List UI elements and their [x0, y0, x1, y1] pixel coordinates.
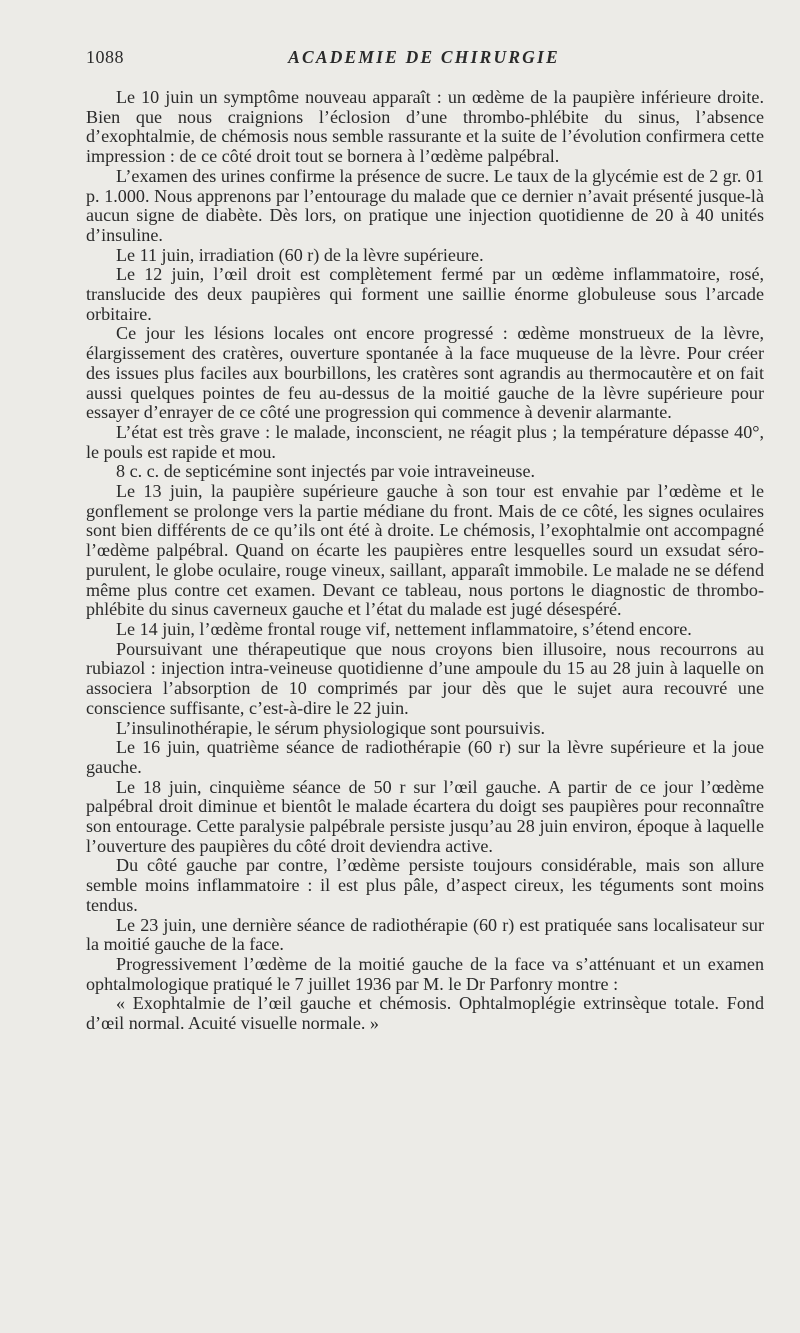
paragraph: Le 11 juin, irradiation (60 r) de la lèvre supérieure. [116, 244, 484, 265]
paragraph: Le 12 juin, l’œil droit est complètement fermé par un œdème inflammatoire, rosé, translucide des deux paupières qui forment une saillie énorme globuleuse sous l’arcade orbitaire. [86, 264, 764, 324]
paragraph: Le 10 juin un symptôme nouveau apparaît : un œdème de la paupière inférieure droite. Bien que nous craignions l’éclosion d’une thrombo-phlébite du sinus, l’absence d’exophtalmie, de chémosis nous semble rassurante et la suite de l’évolution confirmera cette impression : de ce côté droit tout se bornera à l’œdème palpébral. [86, 87, 764, 167]
page-number: 1088 [86, 47, 124, 67]
page-header [86, 47, 762, 71]
paragraph: « Exophtalmie de l’œil gauche et chémosis. Ophtalmoplégie extrinsèque totale. Fond d’œil normal. Acuité visuelle normale. » [86, 993, 764, 1034]
paragraph: Le 18 juin, cinquième séance de 50 r sur l’œil gauche. A partir de ce jour l’œdème palpébral droit diminue et bientôt le malade écartera du doigt ses paupières pour reconnaître son entourage. Cette paralysie palpébrale persiste jusqu’au 28 juin environ, époque à laquelle l’ouverture des paupières du côté droit deviendra active. [86, 776, 764, 856]
paragraph: L’insulinothérapie, le sérum physiologique sont poursuivis. [116, 717, 546, 738]
paragraph: Poursuivant une thérapeutique que nous croyons bien illusoire, nous recourrons au rubiazol : injection intra-veineuse quotidienne d’une ampoule du 15 au 28 juin à laquelle on associera l’absorption de 10 comprimés par jour dès que le sujet aura recouvré une conscience suffisante, c’est-à-dire le 22 juin. [86, 638, 764, 718]
paragraph: Le 16 juin, quatrième séance de radiothérapie (60 r) sur la lèvre supérieure et la joue gauche. [86, 737, 764, 777]
paragraph: L’état est très grave : le malade, inconscient, ne réagit plus ; la température dépasse 40°, le pouls est rapide et mou. [86, 421, 764, 462]
body-text [86, 88, 764, 1034]
paragraph: Le 14 juin, l’œdème frontal rouge vif, nettement inflammatoire, s’étend encore. [116, 618, 692, 639]
running-title: ACADEMIE DE CHIRURGIE [288, 47, 560, 67]
paragraph: Le 23 juin, une dernière séance de radiothérapie (60 r) est pratiquée sans localisateur sur la moitié gauche de la face. [86, 914, 764, 955]
paragraph: Du côté gauche par contre, l’œdème persiste toujours considérable, mais son allure semble moins inflammatoire : il est plus pâle, d’aspect cireux, les téguments sont moins tendus. [86, 855, 764, 915]
paragraph: Le 13 juin, la paupière supérieure gauche à son tour est envahie par l’œdème et le gonflement se prolonge vers la partie médiane du front. Mais de ce côté, les signes oculaires sont bien différents de ce qu’ils ont été à droite. Le chémosis, l’exophtalmie ont accompagné l’œdème palpébral. Quand on écarte les paupières entre lesquelles sourd un exsudat séro-purulent, le globe oculaire, rouge vineux, saillant, apparaît immobile. Le malade ne se défend même plus contre cet examen. Devant ce tableau, nous portons le diagnostic de thrombo-phlébite du sinus caverneux gauche et l’état du malade est jugé désespéré. [86, 481, 764, 620]
paragraph: 8 c. c. de septicémine sont injectés par voie intraveineuse. [116, 461, 536, 482]
paragraph: L’examen des urines confirme la présence de sucre. Le taux de la glycémie est de 2 gr. 01 p. 1.000. Nous apprenons par l’entourage du malade que ce dernier n’avait présenté jusque-là aucun signe de diabète. Dès lors, on pratique une injection quotidienne de 20 à 40 unités d’insuline. [86, 165, 764, 245]
paragraph: Progressivement l’œdème de la moitié gauche de la face va s’atténuant et un examen ophtalmologique pratiqué le 7 juillet 1936 par M. le Dr Parfonry montre : [86, 953, 764, 994]
paragraph: Ce jour les lésions locales ont encore progressé : œdème monstrueux de la lèvre, élargissement des cratères, ouverture spontanée à la face muqueuse de la lèvre. Pour créer des issues plus faciles aux bourbillons, les cratères sont agrandis au thermocautère et on fait aussi quelques pointes de feu au-dessus de la moitié gauche de la lèvre supérieure pour essayer d’enrayer de ce côté une progression qui commence à devenir alarmante. [86, 323, 764, 423]
